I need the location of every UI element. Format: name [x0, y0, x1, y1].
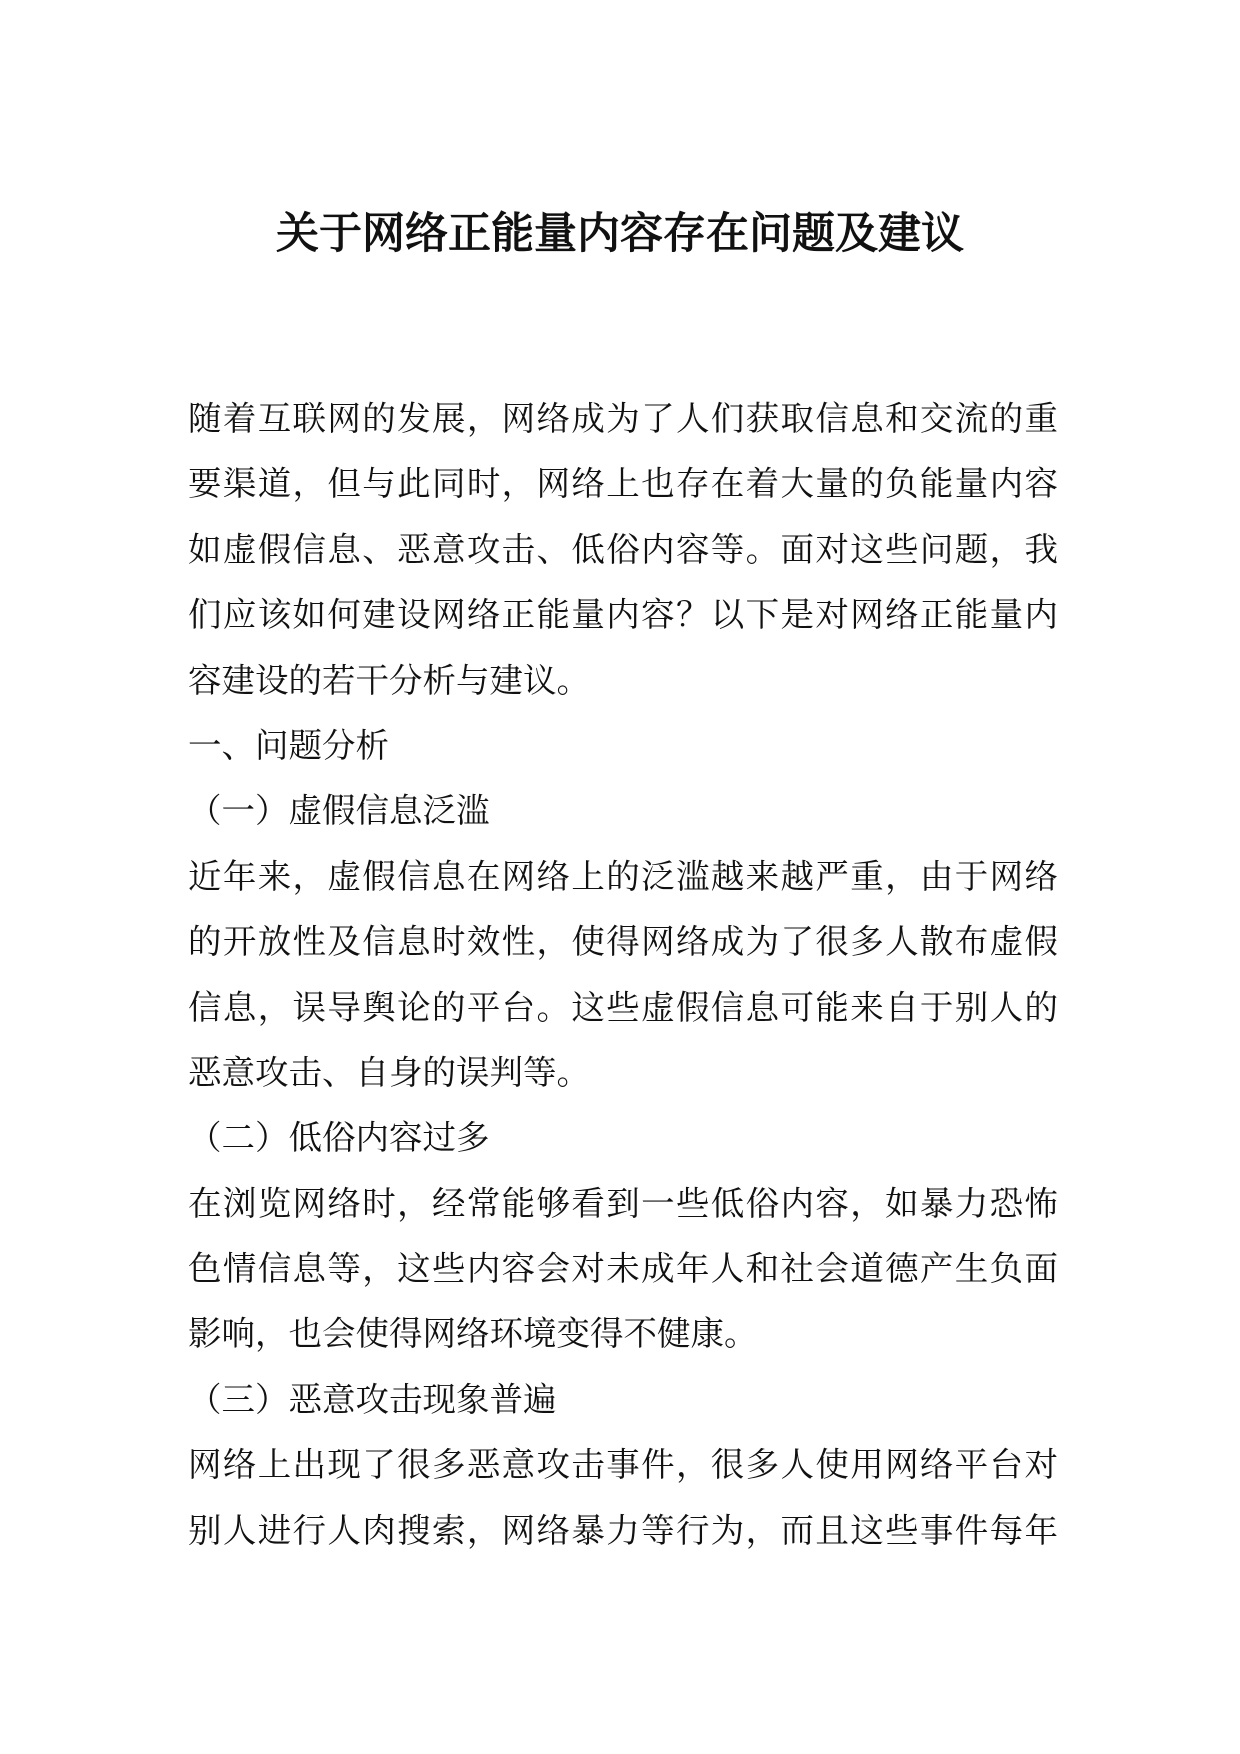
subsection-heading: （三）恶意攻击现象普遍 [188, 1379, 557, 1419]
paragraph-line: 别人进行人肉搜索，网络暴力等行为，而且这些事件每年 [188, 1510, 1058, 1550]
subsection-heading: （二）低俗内容过多 [188, 1118, 490, 1158]
document-body [188, 386, 1058, 1563]
subsection-heading: （一）虚假信息泛滥 [188, 791, 490, 831]
paragraph-line: 近年来，虚假信息在网络上的泛滥越来越严重，由于网络 [188, 856, 1058, 896]
paragraph-line: 要渠道，但与此同时，网络上也存在着大量的负能量内容 [188, 464, 1058, 504]
paragraph-line: 色情信息等，这些内容会对未成年人和社会道德产生负面 [188, 1249, 1058, 1289]
section-heading: 一、问题分析 [188, 725, 389, 765]
paragraph-line: 网络上出现了很多恶意攻击事件，很多人使用网络平台对 [188, 1445, 1058, 1485]
paragraph-line: 信息，误导舆论的平台。这些虚假信息可能来自于别人的 [188, 987, 1058, 1027]
paragraph-line: 在浏览网络时，经常能够看到一些低俗内容，如暴力恐怖 [188, 1183, 1058, 1223]
document-title: 关于网络正能量内容存在问题及建议 [276, 209, 964, 259]
paragraph-line: 的开放性及信息时效性，使得网络成为了很多人散布虚假 [188, 922, 1058, 962]
paragraph-line: 影响，也会使得网络环境变得不健康。 [188, 1314, 758, 1354]
paragraph-line: 随着互联网的发展，网络成为了人们获取信息和交流的重 [188, 399, 1058, 438]
paragraph-line: 们应该如何建设网络正能量内容？以下是对网络正能量内 [188, 595, 1058, 635]
paragraph-line: 如虚假信息、恶意攻击、低俗内容等。面对这些问题，我 [188, 529, 1058, 569]
paragraph-line: 容建设的若干分析与建议。 [188, 660, 590, 700]
paragraph-line: 恶意攻击、自身的误判等。 [188, 1052, 590, 1092]
